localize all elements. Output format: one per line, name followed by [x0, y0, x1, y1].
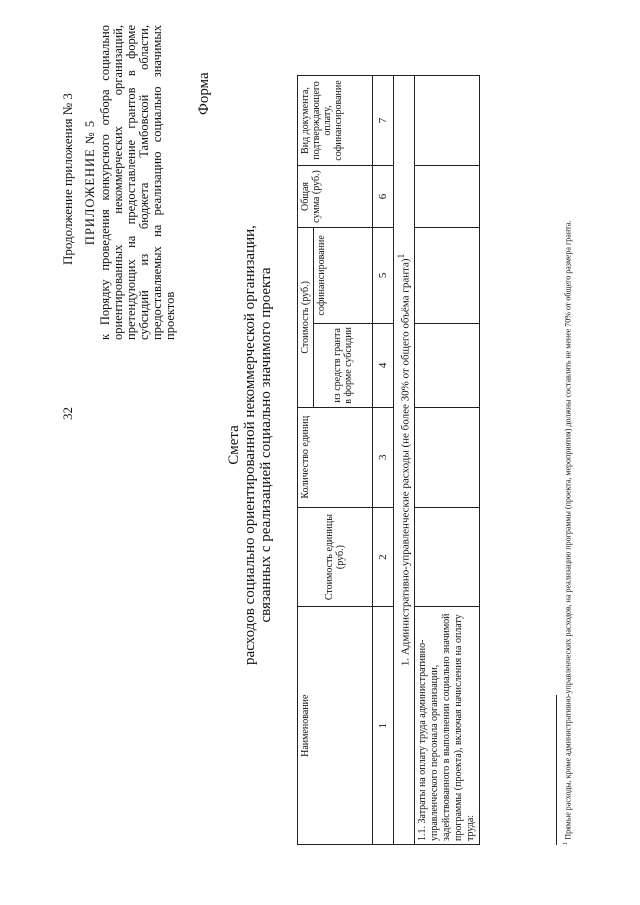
header-quantity: Количество единиц: [298, 407, 373, 507]
column-number-row: [373, 76, 394, 845]
form-label: Форма: [196, 72, 212, 115]
footnote-ref: 1: [396, 253, 407, 259]
section-title-text: 1. Административно-управленческие расходы (не более 30% от общего объёма гранта): [399, 258, 412, 667]
header-name: Наименование: [298, 607, 373, 845]
row-doc-type: [415, 76, 480, 166]
row-cofinancing: [415, 227, 480, 323]
column-number: 5: [373, 227, 394, 323]
row-unit-cost: [415, 507, 480, 607]
header-total: Общая сумма (руб.): [298, 166, 373, 228]
title-line-1: Смета: [226, 425, 242, 465]
column-number: 3: [373, 407, 394, 507]
header-grant-funds: из средств гранта в форме субсидии: [314, 323, 373, 407]
continuation-label: Продолжение приложения № 3: [60, 93, 75, 265]
footnote-mark: 1: [562, 841, 569, 845]
section-row: [394, 76, 415, 845]
annex-title: ПРИЛОЖЕНИЕ № 5: [83, 119, 97, 246]
row-grant-funds: [415, 323, 480, 407]
row-quantity: [415, 407, 480, 507]
document-title: [226, 185, 274, 705]
page-number: 32: [60, 407, 75, 420]
header-cofinancing: софинансирование: [314, 227, 373, 323]
annex-block: [84, 25, 177, 340]
row-name: 1.1. Затраты на оплату труда административно-управленческого персонала организации, задействованного в выполнении социально значимой программы (проекта), включая начисления на оплату труда:: [415, 607, 480, 845]
footnote-separator: [556, 695, 557, 845]
column-number: 4: [373, 323, 394, 407]
column-number: 1: [373, 607, 394, 845]
title-line-2: расходов социально ориентированной некоммерческой организации,: [242, 225, 258, 665]
header-unit-cost: Стоимость единицы (руб.): [298, 507, 373, 607]
header-doc-type: Вид документа, подтверждающего оплату, софинансирование: [298, 76, 373, 166]
row-total: [415, 166, 480, 228]
footnote: [562, 221, 573, 845]
header-cost-group: Стоимость (руб.): [298, 227, 314, 407]
budget-table: [297, 75, 480, 845]
column-number: 2: [373, 507, 394, 607]
column-number: 6: [373, 166, 394, 228]
column-number: 7: [373, 76, 394, 166]
section-title: [394, 76, 415, 845]
title-line-3: связанных с реализацией социально значимого проекта: [258, 267, 274, 623]
table-row: [415, 76, 480, 845]
footnote-text: Прямые расходы, кроме административно-управленческих расходов, на реализацию программы (проекта, мероприятия) должны составлять не менее 70% от общего размера гранта.: [563, 220, 573, 840]
annex-body: к Порядку проведения конкурсного отбора социально ориентированных некоммерческих организаций, претендующих на предоставление грантов в форме субсидий из бюджета Тамбовской области, предоставляемых на реализацию социально значимых проектов: [98, 25, 177, 340]
